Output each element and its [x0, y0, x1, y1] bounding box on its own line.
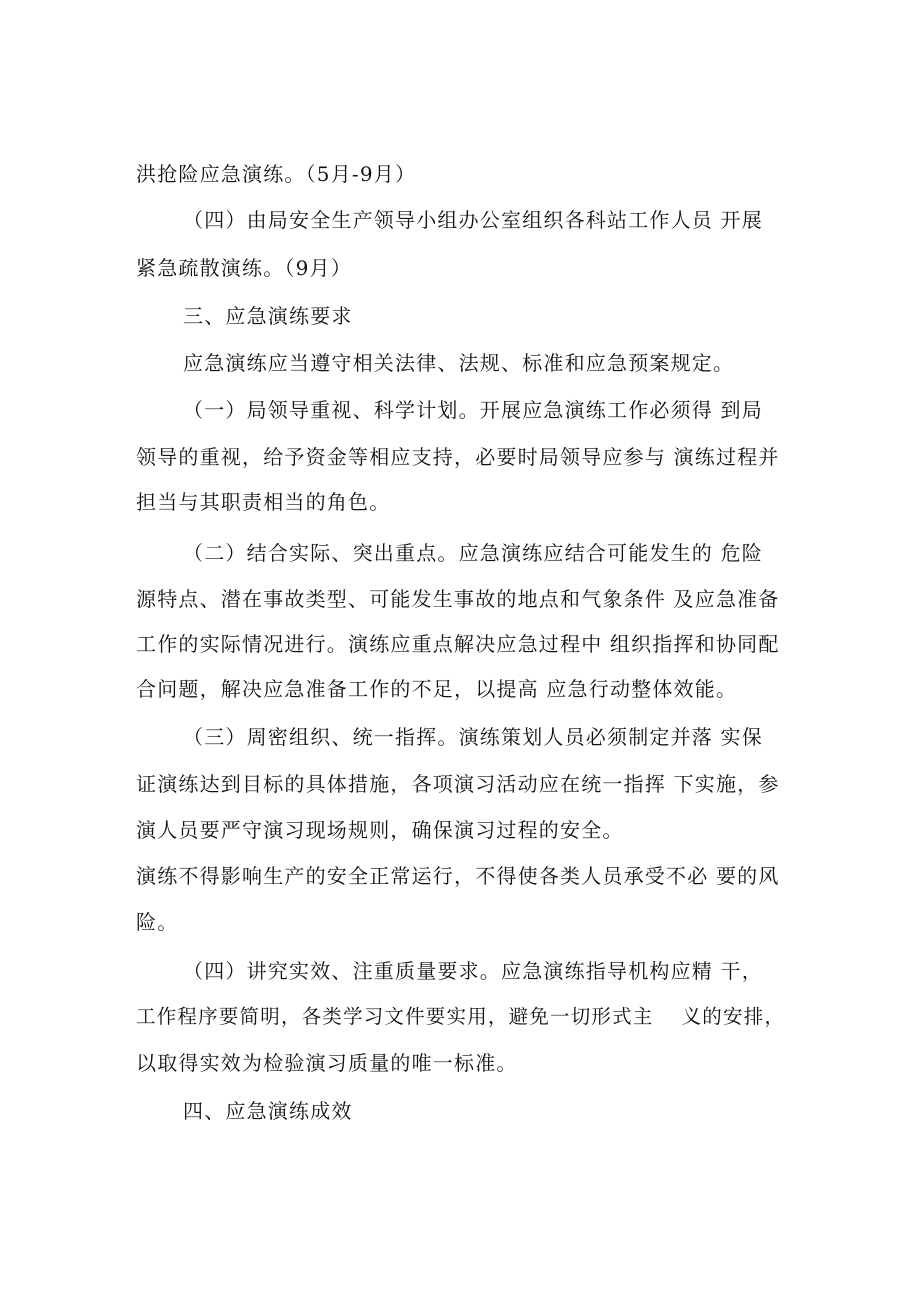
text-line: 工作的实际情况进行。演练应重点解决应急过程中 组织指挥和协同配	[136, 632, 780, 656]
text-line: 合问题，解决应急准备工作的不足，以提高 应急行动整体效能。	[136, 677, 738, 701]
text-line: 洪抢险应急演练。（5月-9月）	[136, 162, 417, 186]
text-line: 以取得实效为检验演习质量的唯一标准。	[136, 1051, 518, 1075]
text-line: 演人员要严守演习现场规则，确保演习过程的安全。	[136, 818, 624, 842]
text-line: 应急演练应当遵守相关法律、法规、标准和应急预案规定。	[183, 351, 735, 375]
section-heading: 三、应急演练要求	[183, 304, 353, 328]
text-line: 担当与其职责相当的角色。	[136, 490, 391, 514]
text-line: 紧急疏散演练。（9月）	[136, 256, 352, 280]
text-line: （四）由局安全生产领导小组办公室组织各科站工作人员 开展	[183, 208, 763, 232]
text-line: 领导的重视，给予资金等相应支持，必要时局领导应参与 演练过程并	[136, 445, 780, 469]
text-line: 险。	[136, 910, 179, 934]
section-heading: 四、应急演练成效	[183, 1099, 353, 1123]
text-line: 工作程序要简明，各类学习文件要实用，避免一切形式主 义的安排，	[136, 1005, 786, 1028]
text-line: 证演练达到目标的具体措施，各项演习活动应在统一指挥 下实施，参	[136, 772, 780, 796]
text-line: （一）局领导重视、科学计划。开展应急演练工作必须得 到局	[183, 398, 763, 422]
text-line: （三）周密组织、统一指挥。演练策划人员必须制定并落 实保	[183, 725, 763, 749]
text-line: （二）结合实际、突出重点。应急演练应结合可能发生的 危险	[183, 541, 763, 565]
text-line: （四）讲究实效、注重质量要求。应急演练指导机构应精 干，	[183, 959, 763, 983]
text-line: 演练不得影响生产的安全正常运行，不得使各类人员承受不必 要的风	[136, 864, 780, 888]
text-line: 源特点、潜在事故类型、可能发生事故的地点和气象条件 及应急准备	[136, 587, 780, 611]
